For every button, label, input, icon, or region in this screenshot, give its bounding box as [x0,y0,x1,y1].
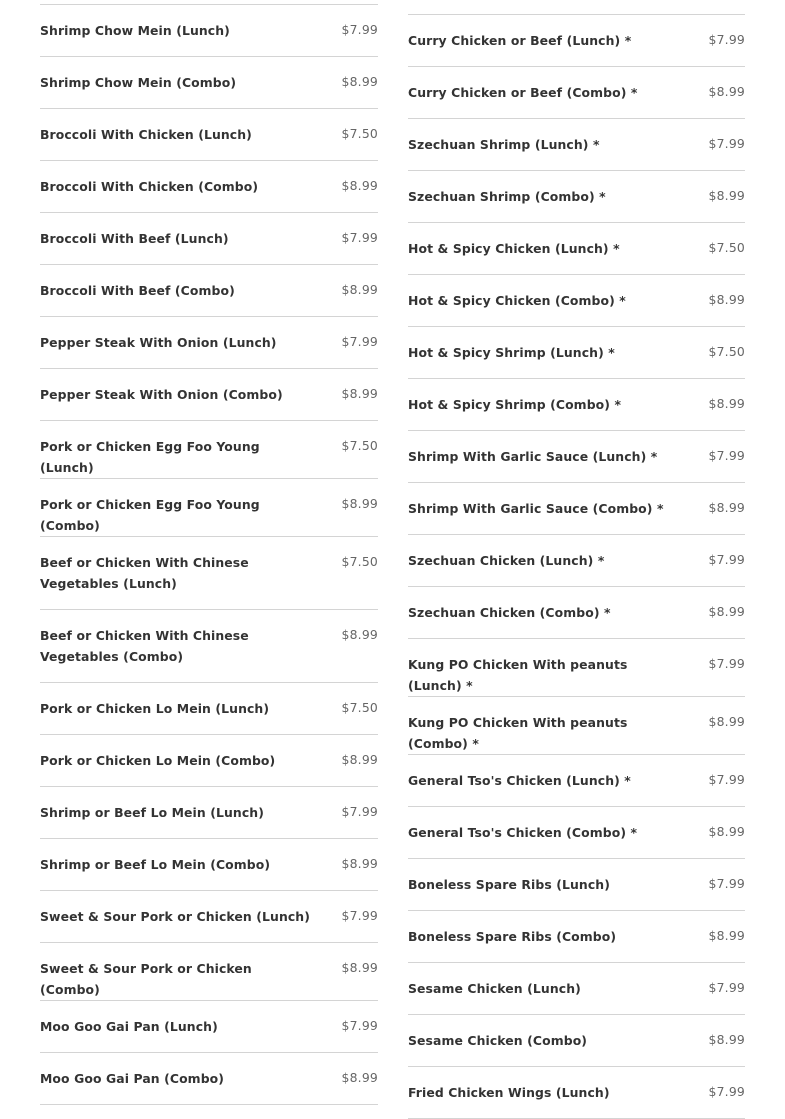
menu-column-right [408,14,745,1119]
menu-item-price: $7.99 [341,1018,378,1033]
menu-item[interactable] [40,57,378,109]
menu-item-name: Shrimp With Garlic Sauce (Lunch) * [408,449,658,464]
menu-item-name: Broccoli With Chicken (Lunch) [40,127,252,142]
menu-item-name: Curry Chicken or Beef (Lunch) * [408,33,632,48]
menu-item[interactable] [40,735,378,787]
menu-item-name: Moo Goo Gai Pan (Lunch) [40,1019,218,1034]
menu-item-price: $7.99 [341,230,378,245]
menu-item[interactable] [408,639,745,697]
menu-item[interactable] [408,275,745,327]
menu-item-price: $7.99 [708,32,745,47]
menu-item[interactable] [408,697,745,755]
menu-item-name: Sweet & Sour Pork or Chicken (Lunch) [40,909,310,924]
menu-item[interactable] [40,161,378,213]
menu-item[interactable] [408,15,745,67]
menu-item[interactable] [40,479,378,537]
menu-item-price: $7.50 [341,126,378,141]
menu-item-name: Pork or Chicken Egg Foo Young (Lunch) [40,439,260,475]
menu-item-name: Sesame Chicken (Lunch) [408,981,581,996]
menu-item-name: Hot & Spicy Shrimp (Combo) * [408,397,622,412]
menu-item-price: $8.99 [341,386,378,401]
menu-item-name: Kung PO Chicken With peanuts (Lunch) * [408,657,628,693]
menu-item-price: $8.99 [708,824,745,839]
menu-item[interactable] [408,379,745,431]
menu-item[interactable] [408,911,745,963]
menu-item[interactable] [408,963,745,1015]
menu-item[interactable] [408,67,745,119]
menu-item-price: $8.99 [708,1032,745,1047]
menu-item-price: $8.99 [708,928,745,943]
menu-item-name: Pork or Chicken Lo Mein (Combo) [40,753,276,768]
menu-item-name: Pork or Chicken Lo Mein (Lunch) [40,701,270,716]
menu-item-price: $8.99 [708,84,745,99]
menu-item-name: Sweet & Sour Pork or Chicken (Combo) [40,961,252,997]
menu-item-price: $7.99 [708,136,745,151]
menu-item-price: $7.50 [341,700,378,715]
menu-item[interactable] [408,587,745,639]
menu-item-price: $8.99 [341,627,378,642]
menu-item-price: $8.99 [341,496,378,511]
menu-item[interactable] [40,109,378,161]
menu-item-price: $7.99 [341,908,378,923]
menu-item-name: Boneless Spare Ribs (Lunch) [408,877,610,892]
menu-item[interactable] [40,891,378,943]
menu-item[interactable] [40,610,378,683]
menu-item[interactable] [40,317,378,369]
menu-item-price: $8.99 [341,178,378,193]
menu-item-price: $8.99 [341,960,378,975]
menu-column-left [40,4,378,1105]
menu-item-name: General Tso's Chicken (Combo) * [408,825,638,840]
menu-item-name: Pork or Chicken Egg Foo Young (Combo) [40,497,260,533]
menu-item-name: Hot & Spicy Chicken (Lunch) * [408,241,620,256]
menu-item-name: Boneless Spare Ribs (Combo) [408,929,617,944]
menu-item-price: $7.50 [341,438,378,453]
menu-item-price: $7.50 [708,240,745,255]
menu-item-price: $8.99 [708,714,745,729]
menu-item[interactable] [408,171,745,223]
menu-item[interactable] [40,683,378,735]
menu-item-price: $8.99 [708,500,745,515]
menu-item-name: Moo Goo Gai Pan (Combo) [40,1071,225,1086]
menu-item-name: Broccoli With Beef (Combo) [40,283,235,298]
menu-item-price: $7.99 [708,876,745,891]
menu-item-name: Shrimp Chow Mein (Combo) [40,75,237,90]
menu-item[interactable] [40,369,378,421]
menu-item-price: $7.99 [341,334,378,349]
menu-item[interactable] [40,787,378,839]
menu-item[interactable] [408,1067,745,1119]
menu-item[interactable] [408,483,745,535]
menu-item-price: $8.99 [708,396,745,411]
menu-item-price: $7.99 [708,772,745,787]
menu-item-name: Broccoli With Chicken (Combo) [40,179,259,194]
menu-item-price: $7.50 [341,554,378,569]
menu-item[interactable] [408,807,745,859]
menu-item-name: Curry Chicken or Beef (Combo) * [408,85,638,100]
menu-item-name: Pepper Steak With Onion (Lunch) [40,335,277,350]
menu-item-name: Szechuan Chicken (Lunch) * [408,553,605,568]
menu-item-name: Shrimp With Garlic Sauce (Combo) * [408,501,664,516]
menu-item[interactable] [408,327,745,379]
menu-item-name: Hot & Spicy Shrimp (Lunch) * [408,345,615,360]
menu-item[interactable] [408,535,745,587]
menu-item-price: $8.99 [341,856,378,871]
menu-item-name: Shrimp or Beef Lo Mein (Combo) [40,857,271,872]
menu-item[interactable] [408,859,745,911]
menu-item-name: Pepper Steak With Onion (Combo) [40,387,283,402]
menu-item-price: $7.99 [708,1084,745,1099]
menu-item-price: $7.99 [708,980,745,995]
menu-item-name: Shrimp or Beef Lo Mein (Lunch) [40,805,264,820]
menu-item-name: Beef or Chicken With Chinese Vegetables (Lunch) [40,555,249,591]
menu-item[interactable] [40,943,378,1001]
menu-item[interactable] [40,213,378,265]
menu-item-name: Sesame Chicken (Combo) [408,1033,588,1048]
menu-item-name: General Tso's Chicken (Lunch) * [408,773,631,788]
menu-item[interactable] [40,421,378,479]
menu-item-name: Szechuan Chicken (Combo) * [408,605,611,620]
menu-item[interactable] [40,5,378,57]
menu-item[interactable] [408,755,745,807]
menu-item-price: $7.99 [341,804,378,819]
menu-item[interactable] [408,431,745,483]
menu-item-price: $7.99 [708,552,745,567]
menu-item-name: Beef or Chicken With Chinese Vegetables (Combo) [40,628,249,664]
menu-item[interactable] [40,1053,378,1105]
menu-item-price: $7.99 [708,656,745,671]
menu-item-price: $8.99 [708,292,745,307]
menu-item-name: Fried Chicken Wings (Lunch) [408,1085,610,1100]
menu-item-price: $7.99 [341,22,378,37]
menu-item-name: Szechuan Shrimp (Lunch) * [408,137,600,152]
menu-item-price: $8.99 [341,752,378,767]
menu-item-price: $8.99 [341,1070,378,1085]
menu-item[interactable] [408,1015,745,1067]
menu-item-name: Kung PO Chicken With peanuts (Combo) * [408,715,628,751]
menu-item[interactable] [40,265,378,317]
menu-item-price: $8.99 [341,282,378,297]
menu-item-name: Hot & Spicy Chicken (Combo) * [408,293,626,308]
menu-item-name: Broccoli With Beef (Lunch) [40,231,229,246]
menu-item-name: Szechuan Shrimp (Combo) * [408,189,606,204]
menu-item[interactable] [40,1001,378,1053]
menu-item-price: $7.50 [708,344,745,359]
menu-item-name: Shrimp Chow Mein (Lunch) [40,23,230,38]
menu-item-price: $8.99 [708,188,745,203]
menu-item[interactable] [40,839,378,891]
menu-item[interactable] [408,119,745,171]
menu-item-price: $8.99 [708,604,745,619]
menu-item-price: $7.99 [708,448,745,463]
menu-item[interactable] [40,537,378,610]
menu-item-price: $8.99 [341,74,378,89]
menu-item[interactable] [408,223,745,275]
